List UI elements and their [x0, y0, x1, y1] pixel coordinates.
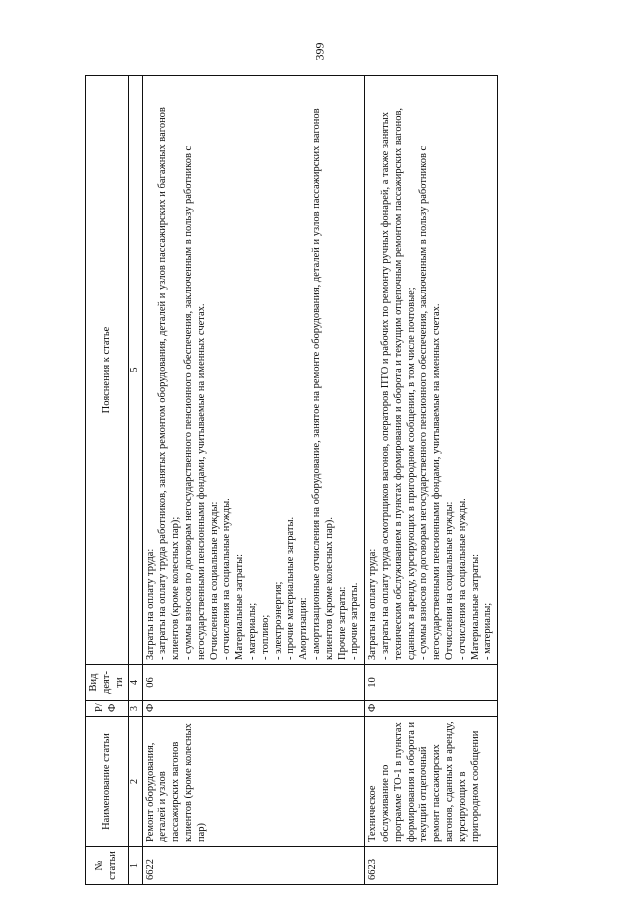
rotated-table-container — [85, 75, 640, 885]
item-name: Техническое обслуживание по программе ТО-1 в пунктах формирования и оборота и текущий отцепочный ремонт пассажирских вагонов, сданных в аренду, курсирующих в пригородном сообщении — [365, 717, 498, 847]
item-explanation — [142, 76, 365, 665]
item-explanation — [365, 76, 498, 665]
explanation-line: - материалы; — [482, 602, 494, 660]
explanation-line: - отчисления на социальные нужды. — [221, 498, 233, 660]
explanation-line: Материальные затраты: — [234, 553, 246, 660]
explanation-line: Амортизация: — [298, 597, 310, 660]
table-header-row — [86, 76, 129, 885]
explanation-line: Затраты на оплату труда: — [367, 548, 379, 660]
item-number: 6622 — [142, 847, 365, 885]
item-activity: 06 — [142, 665, 365, 701]
header-item-number: № статьи — [86, 847, 129, 885]
cost-items-table — [85, 75, 498, 885]
explanation-line: - суммы взносов по договорам негосударственного пенсионного обеспечения, заключенным в пользу работников с негосударственными пенсионными фондами, учитываемые на именных счетах. — [182, 145, 207, 660]
table-row — [365, 76, 498, 885]
column-number: 3 — [129, 701, 142, 717]
column-number: 1 — [129, 847, 142, 885]
item-name: Ремонт оборудования, деталей и узлов пассажирских вагонов клиентов (кроме колесных пар) — [142, 717, 365, 847]
explanation-line: - прочие затраты. — [349, 582, 361, 660]
explanation-line: Затраты на оплату труда: — [144, 548, 156, 660]
explanation-line: Материальные затраты: — [469, 553, 481, 660]
explanation-line: - прочие материальные затраты. — [285, 516, 297, 660]
item-rf: Ф — [365, 701, 498, 717]
explanation-line: - топливо; — [259, 614, 271, 660]
page-number: 399 — [312, 42, 327, 61]
header-explanation: Пояснения к статье — [86, 76, 129, 665]
explanation-line: Отчисления на социальные нужды: — [208, 501, 220, 660]
explanation-line: - электроэнергия; — [272, 581, 284, 660]
explanation-line: - амортизационные отчисления на оборудование, занятое на ремонте оборудования, деталей и узлов пассажирских вагонов клиентов (кроме колесных пар). — [310, 108, 335, 660]
header-item-name: Наименование статьи — [86, 717, 129, 847]
explanation-line: Отчисления на социальные нужды: — [443, 501, 455, 660]
explanation-line: - отчисления на социальные нужды. — [456, 498, 468, 660]
explanation-line: - затраты на оплату труда работников, занятых ремонтом оборудования, деталей и узлов пассажирских и багажных вагонов клиентов (кроме колесных пар); — [157, 107, 182, 660]
header-activity: Вид деят-ти — [86, 665, 129, 701]
explanation-line: - суммы взносов по договорам негосударственного пенсионного обеспечения, заключенным в пользу работников с негосударственными пенсионными фондами, учитываемые на именных счетах. — [418, 145, 443, 660]
column-number: 5 — [129, 76, 142, 665]
column-number: 4 — [129, 665, 142, 701]
header-rf: Р/ Ф — [86, 701, 129, 717]
explanation-line: Прочие затраты: — [336, 586, 348, 660]
item-rf: Ф — [142, 701, 365, 717]
column-number-row — [129, 76, 142, 885]
explanation-line: - материалы; — [246, 602, 258, 660]
table-row — [142, 76, 365, 885]
item-activity: 10 — [365, 665, 498, 701]
explanation-line: - затраты на оплату труда осмотрщиков вагонов, операторов ПТО и рабочих по ремонту ручных фонарей, а также занятых техническим обслуживанием в пунктах формирования и оборота и текущим отцепочным ремонтом пассажирских вагонов, сданных в аренду, курсирующих в пригородном сообщении, в том числе почтовые; — [379, 107, 417, 660]
column-number: 2 — [129, 717, 142, 847]
item-number: 6623 — [365, 847, 498, 885]
